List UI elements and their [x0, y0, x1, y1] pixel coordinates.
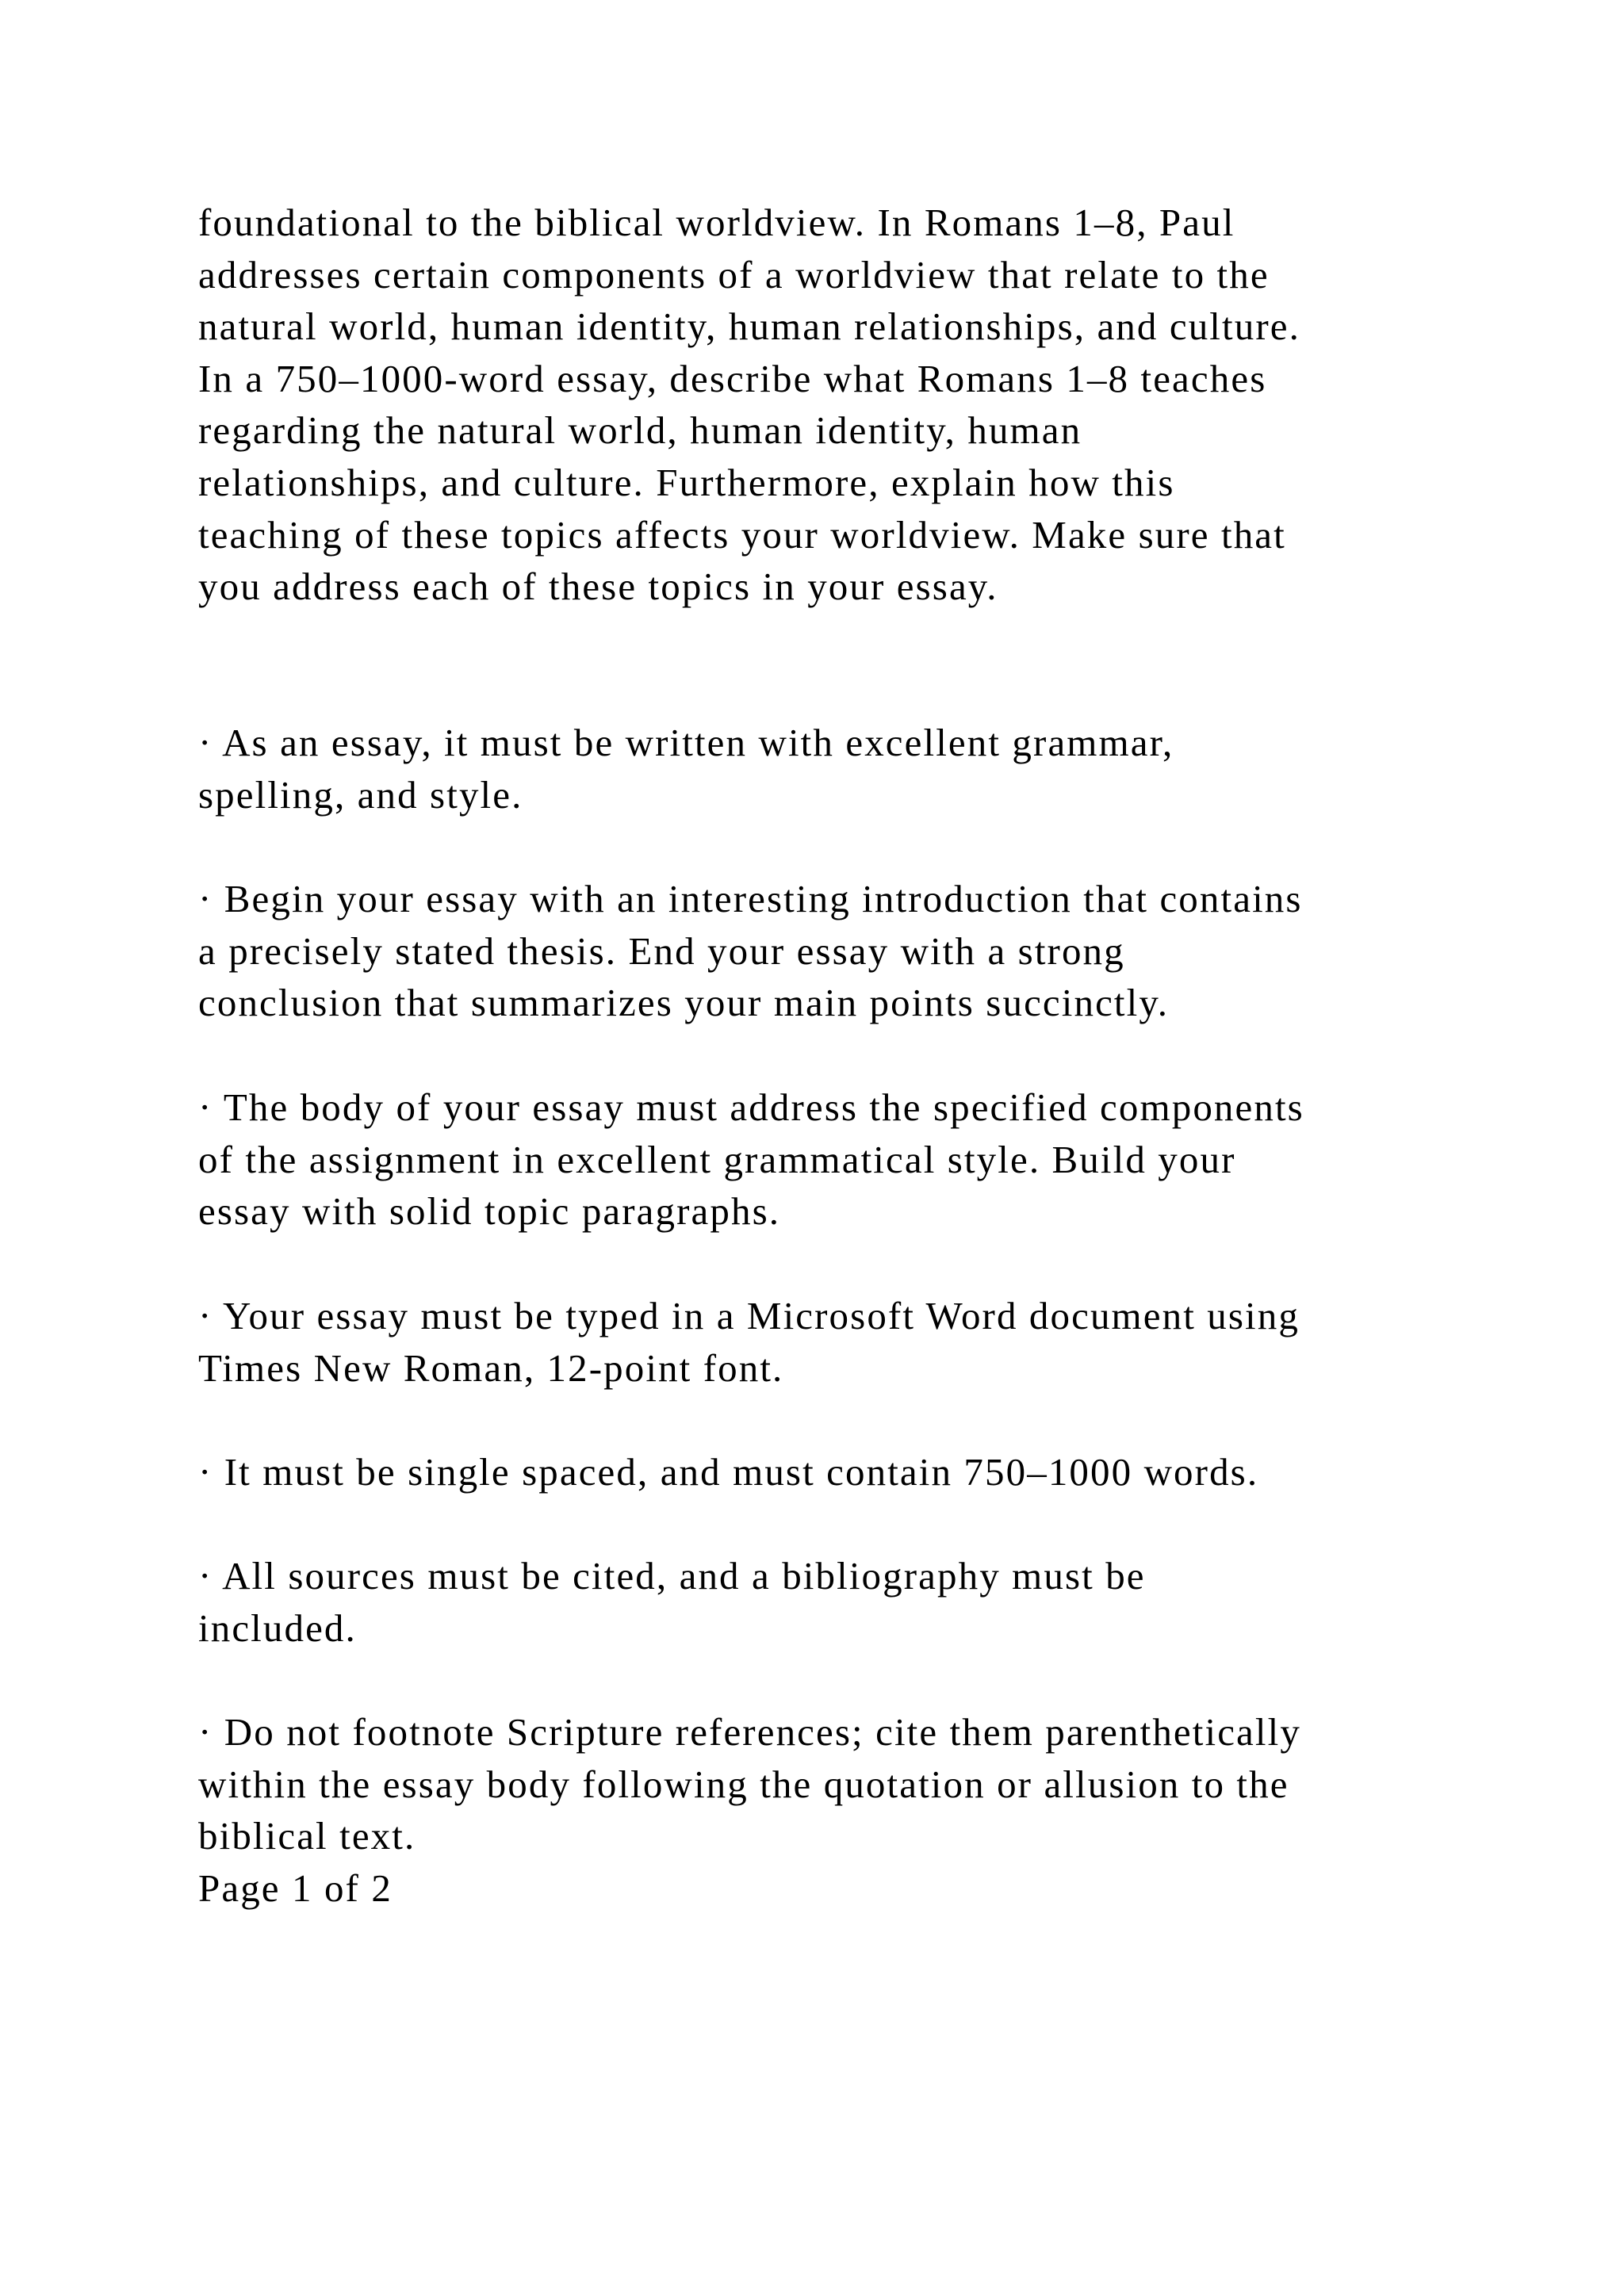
requirement-line: essay with solid topic paragraphs. — [198, 1189, 781, 1234]
requirement-line: · Do not footnote Scripture references; cite them parenthetically — [198, 1710, 1301, 1754]
requirement-introduction — [198, 873, 1451, 1029]
page-number: Page 1 of 2 — [198, 1866, 393, 1910]
requirement-line: · Begin your essay with an interesting introduction that contains — [198, 877, 1303, 920]
requirement-line: a precisely stated thesis. End your essay with a strong — [198, 928, 1125, 973]
requirement-sources — [198, 1550, 1451, 1654]
requirement-line: · All sources must be cited, and a bibliography must be — [198, 1554, 1146, 1598]
requirement-line: spelling, and style. — [198, 772, 523, 817]
intro-line: regarding the natural world, human identity, human — [198, 408, 1082, 453]
requirement-line: · Your essay must be typed in a Microsoft Word document using — [198, 1294, 1300, 1337]
requirement-line: biblical text. — [198, 1814, 416, 1858]
intro-line: foundational to the biblical worldview. In Romans 1–8, Paul — [198, 201, 1235, 244]
requirement-format — [198, 1290, 1451, 1394]
requirement-spacing — [198, 1446, 1451, 1498]
intro-line: addresses certain components of a worldview that relate to the — [198, 252, 1270, 297]
requirement-line: · The body of your essay must address the specified components — [198, 1085, 1304, 1129]
requirement-line: of the assignment in excellent grammatical style. Build your — [198, 1137, 1236, 1181]
requirement-line: included. — [198, 1605, 357, 1650]
intro-line: teaching of these topics affects your worldview. Make sure that — [198, 512, 1286, 557]
intro-line: natural world, human identity, human relationships, and culture. — [198, 304, 1300, 349]
requirement-scripture — [198, 1706, 1451, 1914]
intro-line: relationships, and culture. Furthermore, explain how this — [198, 460, 1175, 504]
intro-line: you address each of these topics in your essay. — [198, 564, 998, 609]
requirement-line: · It must be single spaced, and must contain 750–1000 words. — [198, 1450, 1259, 1494]
requirement-line: conclusion that summarizes your main points succinctly. — [198, 981, 1170, 1025]
requirement-body — [198, 1081, 1451, 1238]
intro-line: In a 750–1000-word essay, describe what Romans 1–8 teaches — [198, 356, 1267, 400]
requirement-line: within the essay body following the quotation or allusion to the — [198, 1762, 1289, 1806]
requirement-grammar — [198, 717, 1451, 821]
requirement-line: · As an essay, it must be written with excellent grammar, — [198, 721, 1174, 764]
intro-paragraph — [198, 197, 1451, 613]
requirement-line: Times New Roman, 12-point font. — [198, 1345, 784, 1390]
